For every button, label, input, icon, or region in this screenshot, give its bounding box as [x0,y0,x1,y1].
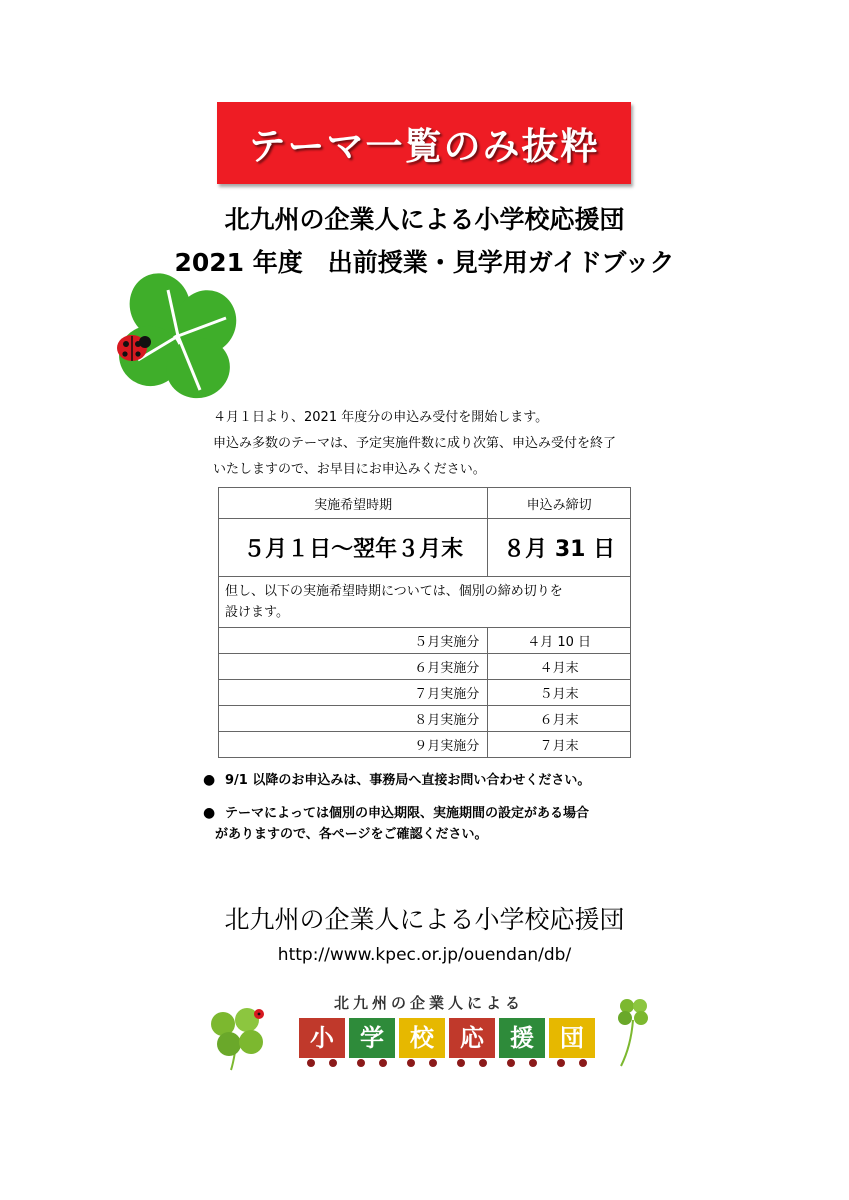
wheel [457,1059,465,1067]
wheel [407,1059,415,1067]
bullet-icon: ● [203,805,216,821]
main-period: ５月１日～翌年３月末 [219,519,488,577]
table-row [219,732,631,758]
wheel [429,1059,437,1067]
logo-char: 援 [510,1024,534,1052]
footer-org-name: 北九州の企業人による小学校応援団 [224,905,625,934]
header-period: 実施希望時期 [219,488,488,519]
bullet-text-continued: がありますので、各ページをご確認ください。 [215,827,488,842]
intro-line: 申込み多数のテーマは、予定実施件数に成り次第、申込み受付を終了 [213,436,617,451]
wheel [357,1059,365,1067]
logo-char: 団 [560,1024,584,1052]
deadline-cell: ４月 10 日 [488,628,631,654]
org-logo [203,990,655,1072]
table-row [219,706,631,732]
schedule-table [218,487,631,758]
wheel [379,1059,387,1067]
deadline-cell: ５月末 [488,680,631,706]
list-item [203,770,703,791]
intro-text [213,405,693,483]
four-leaf-clover-icon [108,272,242,400]
logo-block [549,1018,595,1067]
note-line: 但し、以下の実施希望時期については、個別の締め切りを [225,584,563,599]
notes-list [203,770,703,845]
logo-block [399,1018,445,1067]
note-cell [219,577,631,628]
main-deadline: ８月 31 日 [488,519,631,577]
wheel [507,1059,515,1067]
wheel [557,1059,565,1067]
logo-block [299,1018,345,1067]
month-cell: ５月実施分 [219,628,488,654]
bullet-text: 9/1 以降のお申込みは、事務局へ直接お問い合わせください。 [225,773,591,788]
wheel [479,1059,487,1067]
logo-block [449,1018,495,1067]
main-period-row [219,519,631,577]
logo-block [499,1018,545,1067]
header-deadline: 申込み締切 [488,488,631,519]
table-row [219,654,631,680]
intro-line: いたしますので、お早目にお申込みください。 [213,462,486,477]
doc-title-line1: 北九州の企業人による小学校応援団 [224,205,625,234]
logo-char: 校 [410,1024,434,1052]
clover-icon [211,1008,264,1070]
wheel [329,1059,337,1067]
wheel [579,1059,587,1067]
footer-url[interactable]: http://www.kpec.or.jp/ouendan/db/ [277,945,572,965]
deadline-cell: ７月末 [488,732,631,758]
logo-block [349,1018,395,1067]
deadline-cell: ４月末 [488,654,631,680]
logo-char: 小 [310,1024,334,1052]
table-row [219,628,631,654]
wheel [529,1059,537,1067]
logo-top-text: 北九州の企業人による [333,994,525,1012]
list-item [203,803,703,824]
month-cell: ９月実施分 [219,732,488,758]
clover-icon [618,999,648,1066]
bullet-text: テーマによっては個別の申込期限、実施期間の設定がある場合 [225,806,590,821]
wheel [307,1059,315,1067]
banner-text: テーマ一覧のみ抜粋 [248,125,600,168]
deadline-cell: ６月末 [488,706,631,732]
month-cell: ６月実施分 [219,654,488,680]
logo-char: 応 [460,1024,484,1052]
note-line: 設けます。 [225,605,289,620]
table-row [219,680,631,706]
title-banner [217,102,631,184]
month-cell: ７月実施分 [219,680,488,706]
month-cell: ８月実施分 [219,706,488,732]
table-header-row [219,488,631,519]
note-row [219,577,631,628]
logo-char: 学 [360,1024,384,1052]
doc-title-line2: 2021 年度 出前授業・見学用ガイドブック [174,248,675,277]
bullet-icon: ● [203,772,216,788]
intro-line: ４月１日より、2021 年度分の申込み受付を開始します。 [213,410,549,425]
